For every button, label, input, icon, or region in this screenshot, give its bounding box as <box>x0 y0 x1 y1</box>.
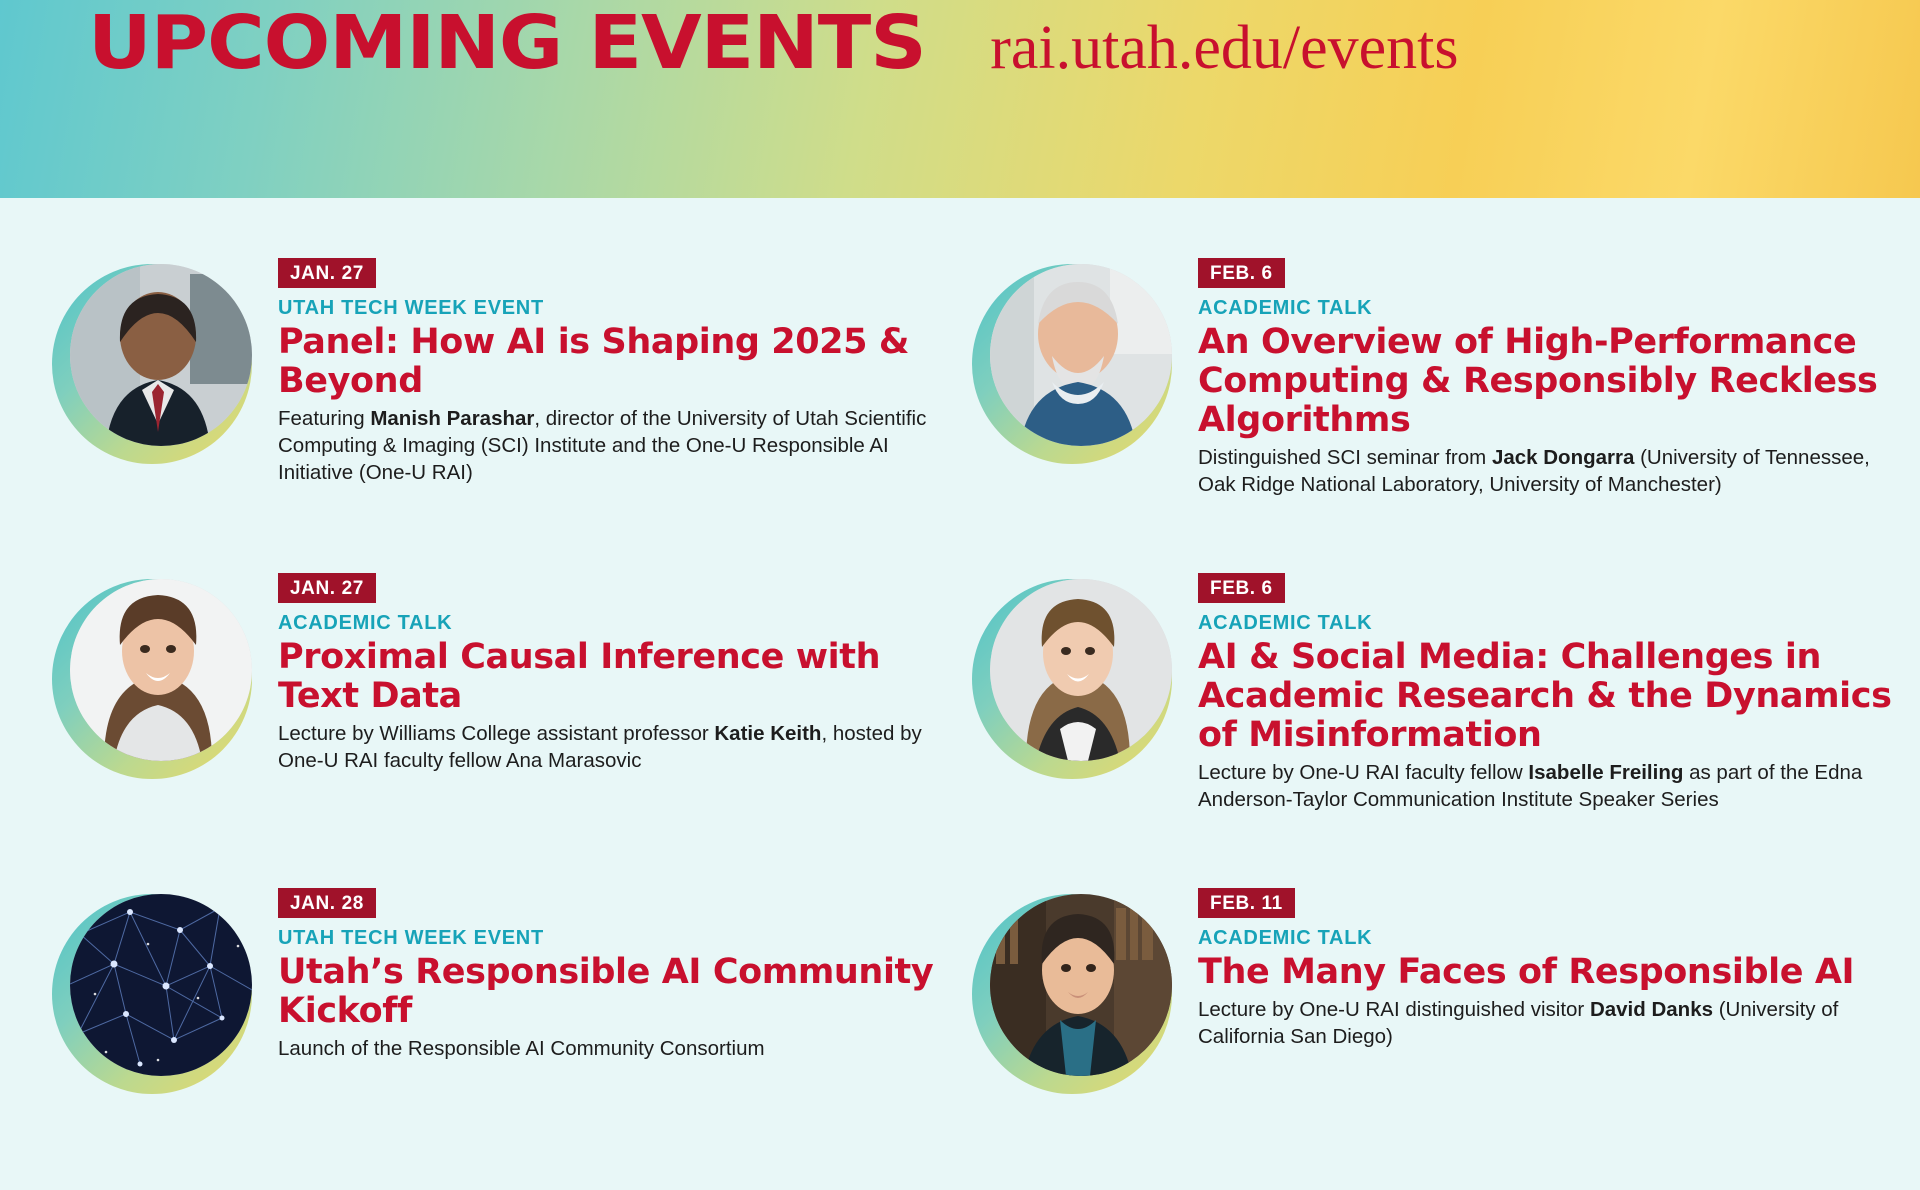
event-text <box>278 553 958 774</box>
event-kicker: UTAH TECH WEEK EVENT <box>278 297 544 319</box>
event-description <box>1198 996 1904 1050</box>
desc-post: (University of California San Diego) <box>1198 997 1839 1048</box>
desc-post: (University of Tennessee, Oak Ridge National Laboratory, University of Manchester) <box>1198 445 1870 496</box>
portrait-jack-dongarra-icon <box>990 264 1172 446</box>
event-text <box>1198 553 1904 813</box>
event-description <box>278 405 958 486</box>
event-card[interactable] <box>44 238 964 553</box>
event-title[interactable]: Utah’s Responsible AI Community Kickoff <box>278 952 934 1031</box>
event-card[interactable] <box>964 238 1904 553</box>
event-title[interactable]: AI & Social Media: Challenges in Academic Research & the Dynamics of Misinformation <box>1198 637 1892 755</box>
page-title: UPCOMING EVENTS <box>88 0 926 86</box>
desc-pre: Featuring <box>278 406 371 430</box>
portrait-katie-keith-icon <box>70 579 252 761</box>
date-badge: JAN. 27 <box>278 258 376 288</box>
event-text <box>1198 868 1904 1050</box>
desc-pre: Lecture by One-U RAI distinguished visitor <box>1198 997 1590 1021</box>
avatar <box>52 264 252 464</box>
event-title[interactable]: An Overview of High-Performance Computing & Responsibly Reckless Algorithms <box>1198 322 1878 440</box>
desc-pre: Distinguished SCI seminar from <box>1198 445 1492 469</box>
avatar <box>972 579 1172 779</box>
date-badge: JAN. 27 <box>278 573 376 603</box>
date-badge: FEB. 6 <box>1198 573 1285 603</box>
avatar <box>972 894 1172 1094</box>
event-card[interactable] <box>44 553 964 868</box>
desc-highlight: Jack Dongarra <box>1491 445 1635 469</box>
date-badge: JAN. 28 <box>278 888 376 918</box>
event-kicker: ACADEMIC TALK <box>278 612 453 634</box>
event-description <box>278 720 958 774</box>
desc-highlight: Katie Keith <box>714 721 822 745</box>
date-badge: FEB. 6 <box>1198 258 1285 288</box>
desc-highlight: David Danks <box>1589 997 1714 1021</box>
desc-pre: Lecture by Williams College assistant professor <box>278 721 715 745</box>
event-description <box>1198 759 1904 813</box>
event-kicker: ACADEMIC TALK <box>1198 297 1373 319</box>
event-title[interactable]: Panel: How AI is Shaping 2025 & Beyond <box>278 322 909 401</box>
desc-highlight: Isabelle Freiling <box>1528 760 1684 784</box>
event-card[interactable] <box>964 868 1904 1183</box>
events-url[interactable]: rai.utah.edu/events <box>990 14 1459 82</box>
portrait-isabelle-freiling-icon <box>990 579 1172 761</box>
desc-pre: Launch of the Responsible AI Community Consortium <box>278 1036 765 1060</box>
event-kicker: ACADEMIC TALK <box>1198 927 1373 949</box>
event-description <box>1198 444 1904 498</box>
event-title[interactable]: The Many Faces of Responsible AI <box>1198 952 1855 992</box>
event-text <box>278 238 958 486</box>
desc-post: , hosted by One-U RAI faculty fellow Ana Marasovic <box>278 721 922 772</box>
event-text <box>1198 238 1904 498</box>
desc-post: as part of the Edna Anderson-Taylor Communication Institute Speaker Series <box>1198 760 1863 811</box>
desc-post: , director of the University of Utah Scientific Computing & Imaging (SCI) Institute and the One-U Responsible AI Initiative (One-U RAI) <box>278 406 927 484</box>
network-globe-graphic-icon <box>70 894 252 1076</box>
avatar <box>972 264 1172 464</box>
event-text <box>278 868 958 1062</box>
portrait-manish-parashar-icon <box>70 264 252 446</box>
events-grid <box>0 198 1920 1183</box>
desc-highlight: Manish Parashar <box>370 406 535 430</box>
event-kicker: UTAH TECH WEEK EVENT <box>278 927 544 949</box>
date-badge: FEB. 11 <box>1198 888 1295 918</box>
desc-pre: Lecture by One-U RAI faculty fellow <box>1198 760 1529 784</box>
event-card[interactable] <box>44 868 964 1183</box>
avatar <box>52 579 252 779</box>
event-kicker: ACADEMIC TALK <box>1198 612 1373 634</box>
event-description <box>278 1035 958 1062</box>
page-header <box>0 0 1920 198</box>
avatar <box>52 894 252 1094</box>
event-title[interactable]: Proximal Causal Inference with Text Data <box>278 637 881 716</box>
portrait-david-danks-icon <box>990 894 1172 1076</box>
event-card[interactable] <box>964 553 1904 868</box>
